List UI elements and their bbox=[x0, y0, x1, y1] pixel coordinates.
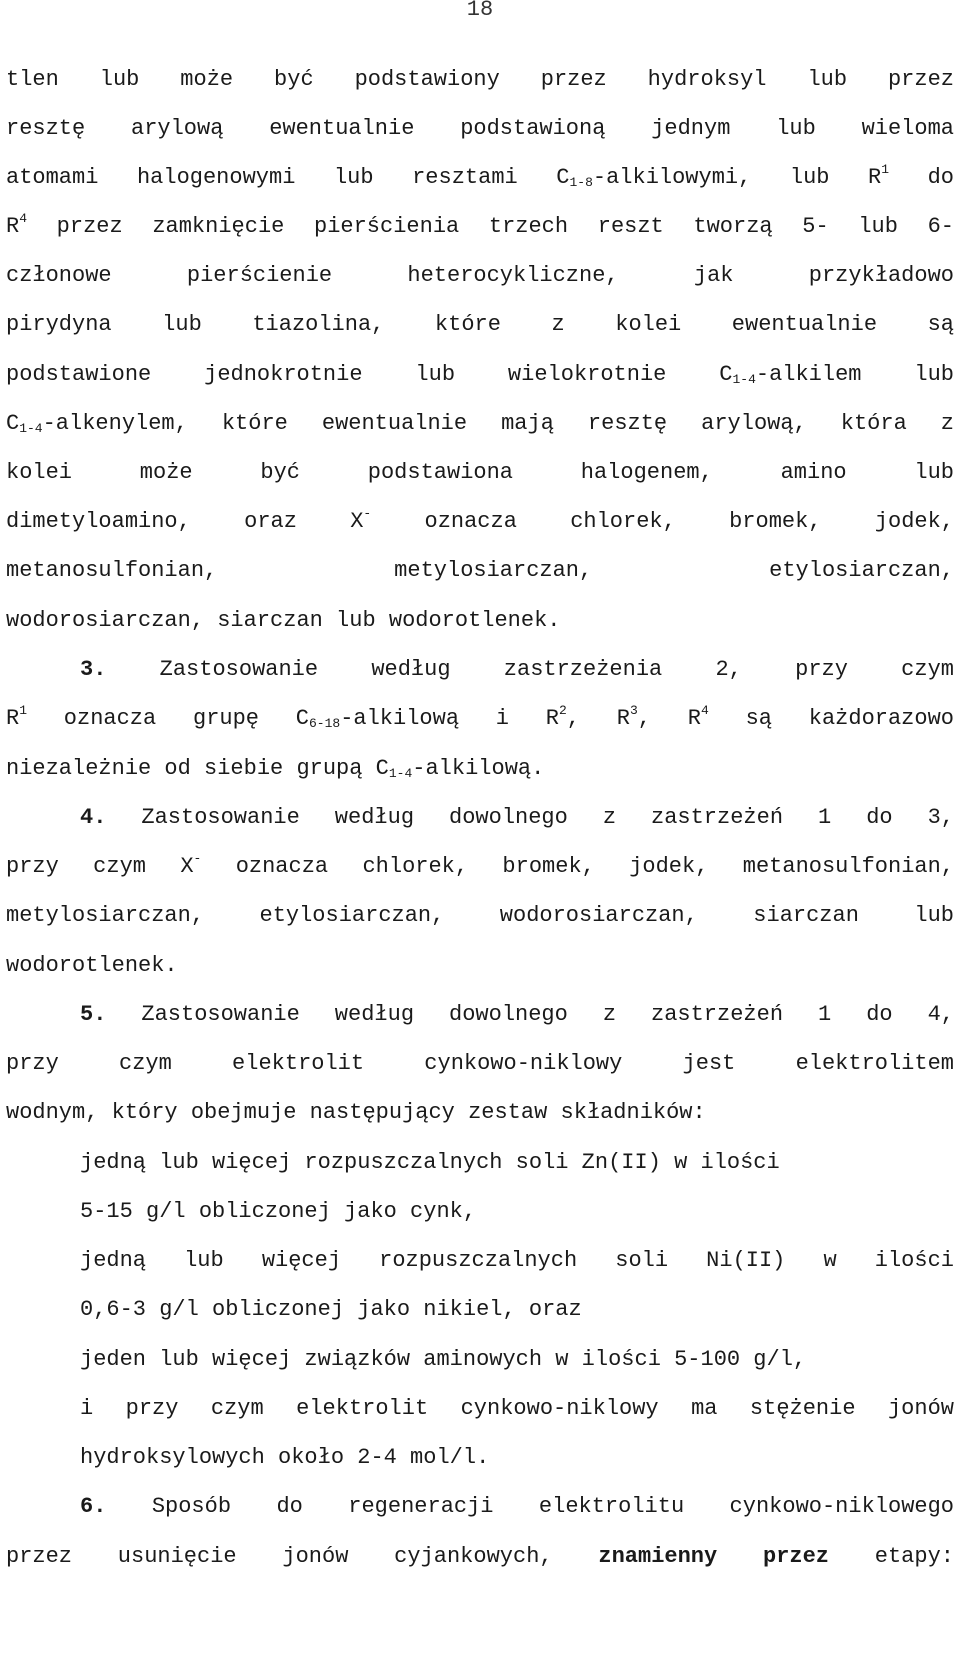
claim-number: 5. bbox=[80, 1002, 107, 1027]
text-line: wodorosiarczan, siarczan lub wodorotlenek. bbox=[6, 608, 561, 633]
text-line: wodnym, który obejmuje następujący zestaw składników: bbox=[6, 1100, 706, 1125]
text-line: przy czym X- oznacza chlorek, bromek, jodek, metanosulfonian, bbox=[6, 851, 954, 879]
text-line: $C_{1-4}$-alkenylem, które ewentualnie mają resztę arylową, która z bbox=[6, 411, 954, 436]
claim-5-line: 5. Zastosowanie według dowolnego z zastrzeżeń 1 do 4, bbox=[80, 1002, 954, 1027]
text-line: członowe pierścienie heterocykliczne, jak przykładowo bbox=[6, 263, 954, 288]
text-line: wodorotlenek. bbox=[6, 953, 178, 978]
text-line: metanosulfonian, metylosiarczan, etylosiarczan, bbox=[6, 558, 954, 583]
text-line: resztę arylową ewentualnie podstawioną jednym lub wieloma bbox=[6, 116, 954, 141]
claim-3-line: 3. Zastosowanie według zastrzeżenia 2, przy czym bbox=[80, 657, 954, 682]
claim-number: 3. bbox=[80, 657, 107, 682]
page-number: 18 bbox=[466, 0, 494, 22]
indented-line: hydroksylowych około 2-4 mol/l. bbox=[80, 1445, 490, 1470]
text-line: przy czym elektrolit cynkowo-niklowy jest elektrolitem bbox=[6, 1051, 954, 1076]
text-line: podstawione jednokrotnie lub wielokrotnie $C_{1-4}$-alkilem lub bbox=[6, 362, 954, 387]
text-line: tlen lub może być podstawiony przez hydroksyl lub przez bbox=[6, 67, 954, 92]
claim-6-line: 6. Sposób do regeneracji elektrolitu cynkowo-niklowego bbox=[80, 1494, 954, 1519]
indented-line: i przy czym elektrolit cynkowo-niklowy ma stężenie jonów bbox=[80, 1396, 954, 1421]
text-line: atomami halogenowymi lub resztami $C_{1-8}$-alkilowymi, lub $R^1$ do bbox=[6, 162, 955, 190]
text-line: dimetyloamino, oraz X- oznacza chlorek, bromek, jodek, bbox=[6, 506, 954, 534]
indented-line: 0,6-3 g/l obliczonej jako nikiel, oraz bbox=[80, 1297, 582, 1322]
text-line: pirydyna lub tiazolina, które z kolei ewentualnie są bbox=[6, 312, 954, 337]
text-line: $R^4$ przez zamknięcie pierścienia trzech reszt tworzą 5- lub 6- bbox=[6, 211, 954, 239]
indented-line: jedną lub więcej rozpuszczalnych soli Ni(II) w ilości bbox=[80, 1248, 954, 1273]
text-line: $R^1$ oznacza grupę $C_{6-18}$-alkilową i $R^2$, $R^3$, $R^4$ są każdorazowo bbox=[6, 703, 954, 731]
indented-line: jedną lub więcej rozpuszczalnych soli Zn(II) w ilości bbox=[80, 1150, 780, 1175]
indented-line: 5-15 g/l obliczonej jako cynk, bbox=[80, 1199, 477, 1224]
text-line: przez usunięcie jonów cyjankowych, znamienny przez etapy: bbox=[6, 1544, 954, 1569]
emphasis-text: znamienny przez bbox=[598, 1544, 829, 1569]
text-line: kolei może być podstawiona halogenem, amino lub bbox=[6, 460, 954, 485]
text-line: metylosiarczan, etylosiarczan, wodorosiarczan, siarczan lub bbox=[6, 903, 954, 928]
claim-number: 4. bbox=[80, 805, 107, 830]
claim-4-line: 4. Zastosowanie według dowolnego z zastrzeżeń 1 do 3, bbox=[80, 805, 954, 830]
claim-number: 6. bbox=[80, 1494, 107, 1519]
indented-line: jeden lub więcej związków aminowych w ilości 5-100 g/l, bbox=[80, 1347, 807, 1372]
text-line: niezależnie od siebie grupą $C_{1-4}$-alkilową. bbox=[6, 756, 545, 781]
